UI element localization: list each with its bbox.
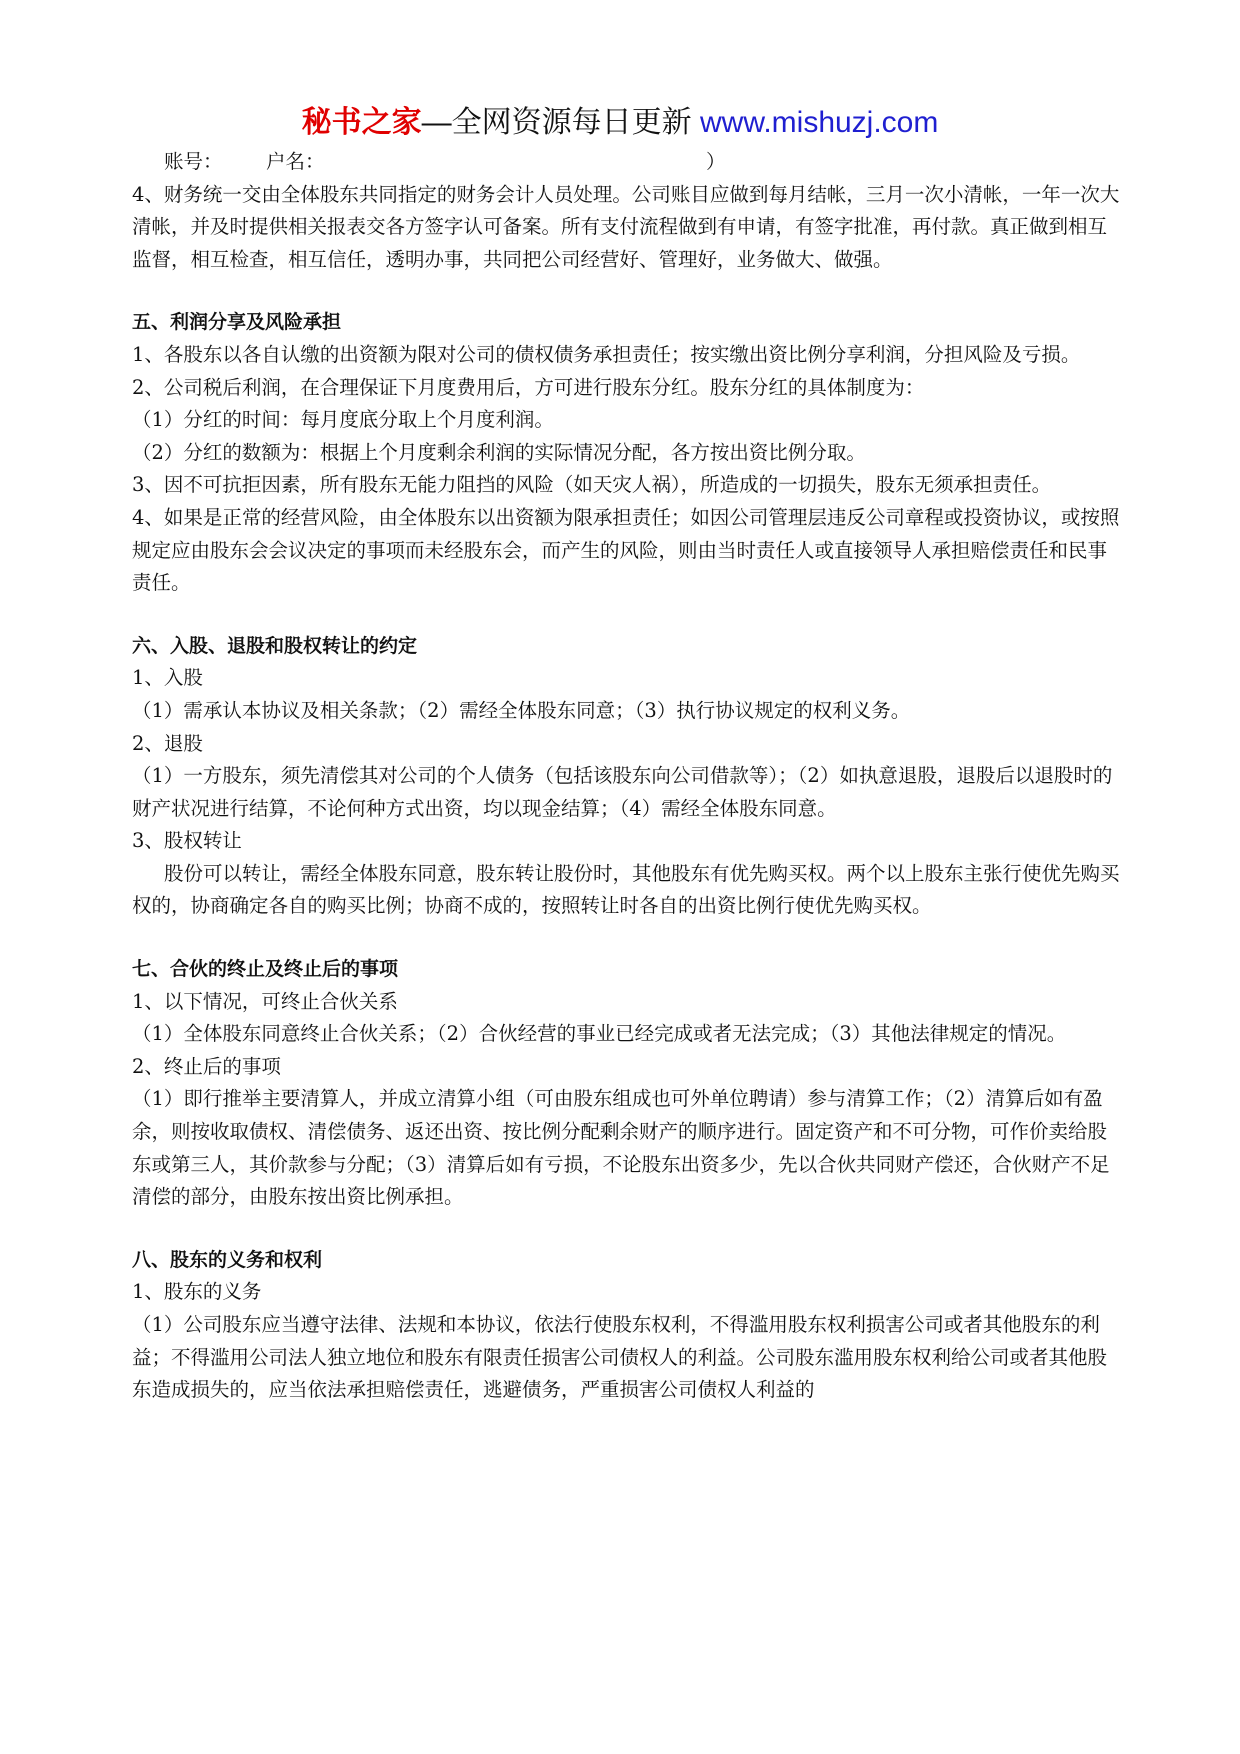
section6-subheading-3: 3、股权转让	[132, 829, 242, 853]
section6-subheading-1: 1、入股	[132, 666, 203, 690]
section8-paragraph-1: （1）公司股东应当遵守法律、法规和本协议，依法行使股东权利，不得滥用股东权利损害公司或者其他股东的利益；不得滥用公司法人独立地位和股东有限责任损害公司债权人的利益。公司股东滥用股东权利给公司或者其他股东造成损失的，应当依法承担赔偿责任，逃避债务，严重损害公司债权人利益的	[132, 1313, 1108, 1402]
section7-paragraph-1: （1）全体股东同意终止合伙关系；（2）合伙经营的事业已经完成或者无法完成；（3）其他法律规定的情况。	[132, 1022, 1067, 1046]
section5-heading: 五、利润分享及风险承担	[132, 311, 342, 334]
header-tagline: —全网资源每日更新	[421, 106, 692, 139]
site-header	[0, 100, 1240, 146]
section8-subheading-1: 1、股东的义务	[132, 1280, 262, 1304]
section5-paragraph-1: 1、各股东以各自认缴的出资额为限对公司的债权债务承担责任；按实缴出资比例分享利润，分担风险及亏损。	[132, 342, 1081, 366]
site-url-link[interactable]: www.mishuzj.com	[699, 106, 939, 139]
section6-paragraph-1: （1）需承认本协议及相关条款；（2）需经全体股东同意；（3）执行协议规定的权利义务。	[132, 698, 911, 722]
section6-subheading-2: 2、退股	[132, 731, 203, 755]
section6-paragraph-2: （1）一方股东，须先清偿其对公司的个人债务（包括该股东向公司借款等）；（2）如执意退股，退股后以退股时的财产状况进行结算，不论何种方式出资，均以现金结算；（4）需经全体股东同意。	[132, 764, 1113, 820]
section5-paragraph-3: 3、因不可抗拒因素，所有股东无能力阻挡的风险（如天灾人祸），所造成的一切损失，股东无须承担责任。	[132, 473, 1052, 497]
section6-paragraph-3: 股份可以转让，需经全体股东同意，股东转让股份时，其他股东有优先购买权。两个以上股东主张行使优先购买权的，协商确定各自的购买比例；协商不成的，按照转让时各自的出资比例行使优先购买权。	[132, 861, 1120, 918]
section8-heading: 八、股东的义务和权利	[132, 1248, 323, 1271]
section7-subheading-2: 2、终止后的事项	[132, 1054, 281, 1078]
section4-paragraph-4: 4、财务统一交由全体股东共同指定的财务会计人员处理。公司账目应做到每月结帐，三月一次小清帐，一年一次大清帐，并及时提供相关报表交各方签字认可备案。所有支付流程做到有申请，有签字批准，再付款。真正做到相互监督，相互检查，相互信任，透明办事，共同把公司经营好、管理好，业务做大、做强。	[132, 182, 1120, 271]
section5-paragraph-2: 2、公司税后利润，在合理保证下月度费用后，方可进行股东分红。股东分红的具体制度为：	[132, 375, 925, 399]
section6-heading: 六、入股、退股和股权转让的约定	[132, 634, 418, 657]
account-label: 账号：	[164, 150, 223, 173]
section7-paragraph-2: （1）即行推举主要清算人，并成立清算小组（可由股东组成也可外单位聘请）参与清算工作；（2）清算后如有盈余，则按收取债权、清偿债务、返还出资、按比例分配剩余财产的顺序进行。固定资产和不可分物，可作价卖给股东或第三人，其价款参与分配；（3）清算后如有亏损，不论股东出资多少，先以合伙共同财产偿还，合伙财产不足清偿的部分，由股东按出资比例承担。	[132, 1087, 1110, 1209]
section5-paragraph-4: 4、如果是正常的经营风险，由全体股东以出资额为限承担责任；如因公司管理层违反公司章程或投资协议，或按照规定应由股东会会议决定的事项而未经股东会，而产生的风险，则由当时责任人或直接领导人承担赔偿责任和民事责任。	[132, 505, 1120, 595]
account-name-label: 户名：	[266, 150, 325, 173]
section5-paragraph-2a: （1）分红的时间：每月度底分取上个月度利润。	[132, 408, 554, 432]
account-line	[132, 146, 1122, 179]
brand-name: 秘书之家	[301, 106, 422, 139]
account-close-paren: ）	[706, 150, 726, 173]
section5-paragraph-2b: （2）分红的数额为：根据上个月度剩余利润的实际情况分配，各方按出资比例分取。	[132, 440, 866, 464]
section7-heading: 七、合伙的终止及终止后的事项	[132, 958, 399, 981]
document-page	[132, 100, 1122, 1407]
section7-subheading-1: 1、以下情况，可终止合伙关系	[132, 989, 398, 1013]
